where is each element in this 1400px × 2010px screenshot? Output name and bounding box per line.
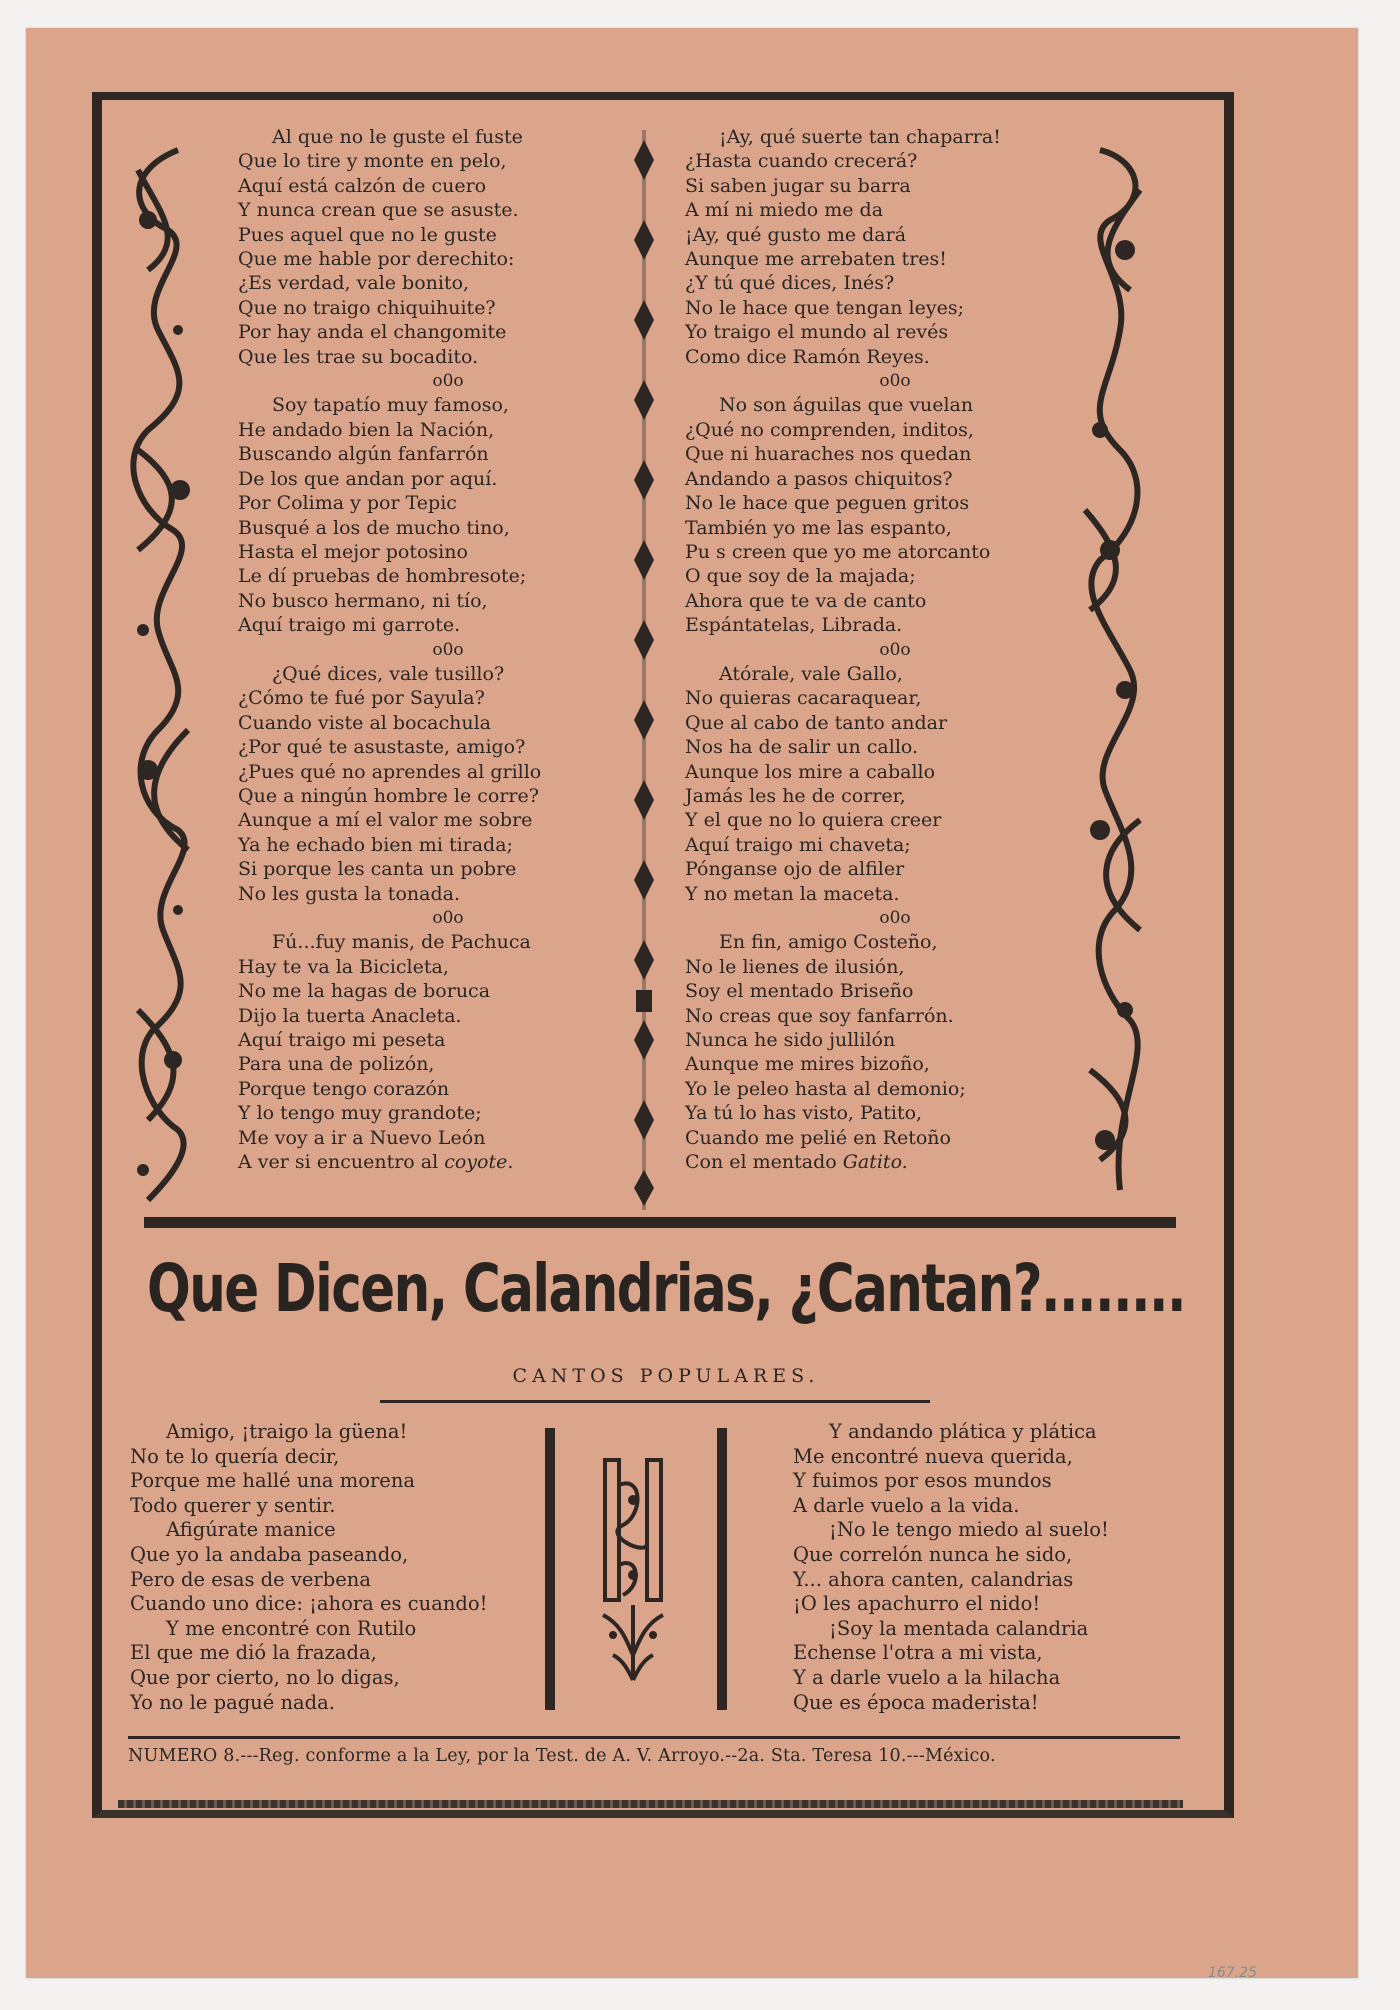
- verse-text: Aquí traigo mi chaveta;: [685, 833, 911, 856]
- verse-text: Y me encontré con Rutilo: [166, 1616, 417, 1640]
- verse-line: [793, 1641, 1213, 1666]
- subtitle-rule: [380, 1400, 930, 1403]
- verse-line: [685, 442, 1065, 466]
- verse-text: Hasta el mejor potosino: [238, 540, 468, 563]
- stanza-separator: o0o: [879, 371, 911, 392]
- verse-text: Para una de polizón,: [238, 1053, 435, 1076]
- verse-text: Que no traigo chiquihuite?: [238, 296, 496, 319]
- verse-line: [238, 760, 618, 784]
- verse-line: [238, 540, 618, 564]
- verse-line: [685, 589, 1065, 613]
- poem-column-right: [685, 125, 1065, 1174]
- verse-line: [793, 1469, 1213, 1494]
- verse-line: [685, 735, 1065, 759]
- verse-line: [685, 516, 1065, 540]
- stanza-separator: o0o: [432, 371, 464, 392]
- verse-text: No me la hagas de boruca: [238, 980, 491, 1003]
- verse-line: [685, 711, 1065, 735]
- verse-text: Atórale, vale Gallo,: [719, 662, 903, 685]
- verse-text: Y nunca crean que se asuste.: [238, 199, 519, 222]
- verse-text: Afigúrate manice: [166, 1518, 336, 1542]
- verse-text: ¡Ay, qué suerte tan chaparra!: [719, 126, 1001, 148]
- verse-line: [238, 882, 618, 906]
- verse-text: Si porque les canta un pobre: [238, 858, 517, 881]
- verse-line: [238, 247, 618, 271]
- verse-text: Busqué a los de mucho tino,: [238, 516, 510, 539]
- verse-text: El que me dió la frazada,: [130, 1641, 377, 1665]
- verse-text: Si saben jugar su barra: [685, 174, 911, 197]
- verse-text: O que soy de la majada;: [685, 565, 916, 588]
- verse-text: Todo querer y sentir.: [130, 1493, 336, 1517]
- verse-text: Echense l'otra a mi vista,: [793, 1641, 1043, 1665]
- verse-line: [238, 735, 618, 759]
- verse-line: [238, 491, 618, 515]
- verse-line: [238, 930, 618, 954]
- verse-text: Que es época maderista!: [793, 1690, 1039, 1714]
- verse-text: ¿Cómo te fué por Sayula?: [238, 687, 485, 710]
- verse-line: [238, 320, 618, 344]
- verse-line: [793, 1666, 1213, 1691]
- stanza-separator: o0o: [432, 639, 464, 660]
- verse-text: Cuando uno dice: ¡ahora es cuando!: [130, 1592, 488, 1616]
- verse-text: A ver si encuentro al: [238, 1151, 445, 1174]
- verse-line: [685, 418, 1065, 442]
- verse-line: [793, 1691, 1213, 1716]
- verse-line: [793, 1445, 1213, 1470]
- verse-line: [238, 467, 618, 491]
- verse-line: [685, 662, 1065, 686]
- verse-text: ¡O les apachurro el nido!: [793, 1592, 1041, 1616]
- verse-text: Fú...fuy manis, de Pachuca: [272, 931, 531, 954]
- verse-text: Y andando plática y plática: [829, 1420, 1097, 1443]
- verse-line: [238, 686, 618, 710]
- verse-line: [685, 467, 1065, 491]
- verse-line: [238, 198, 618, 222]
- verse-line: [130, 1592, 550, 1617]
- verse-line: [685, 1077, 1065, 1101]
- verse-text: Ya tú lo has visto, Patito,: [685, 1102, 923, 1125]
- verse-text: ¡Ay, qué gusto me dará: [685, 223, 907, 246]
- verse-text: Cuando viste al bocachula: [238, 711, 491, 734]
- verse-line: [238, 589, 618, 613]
- verse-line: [130, 1420, 550, 1445]
- verse-line: [685, 1126, 1065, 1150]
- verse-line: [685, 223, 1065, 247]
- verse-text: ¿Es verdad, vale bonito,: [238, 272, 470, 295]
- verse-line: [238, 711, 618, 735]
- section-divider: [144, 1217, 1176, 1228]
- verse-text: Que ni huaraches nos quedan: [685, 443, 972, 466]
- verse-line: [685, 1150, 1065, 1174]
- song-column-right: [793, 1420, 1213, 1715]
- verse-line: [685, 1101, 1065, 1125]
- verse-line: [130, 1691, 550, 1716]
- verse-line: [685, 271, 1065, 295]
- verse-line: [685, 760, 1065, 784]
- verse-text: No le hace que peguen gritos: [685, 492, 970, 515]
- stanza-separator: o0o: [879, 908, 911, 928]
- verse-line: [685, 857, 1065, 881]
- verse-text: Aunque me arrebaten tres!: [685, 248, 947, 271]
- verse-line: [238, 955, 618, 979]
- verse-line: [238, 808, 618, 832]
- verse-line: [685, 955, 1065, 979]
- verse-text: Buscando algún fanfarrón: [238, 443, 489, 466]
- verse-text: ¿Pues qué no aprendes al grillo: [238, 760, 542, 783]
- verse-line: [130, 1543, 550, 1568]
- footer-rule: [128, 1736, 1180, 1739]
- verse-text: Aunque me mires bizoño,: [685, 1053, 930, 1076]
- verse-line: [130, 1445, 550, 1470]
- verse-text: Nos ha de salir un callo.: [685, 736, 919, 759]
- verse-text: Dijo la tuerta Anacleta.: [238, 1004, 462, 1027]
- verse-text: Cuando me pelié en Retoño: [685, 1126, 951, 1149]
- verse-text: Jamás les he de correr,: [685, 784, 906, 807]
- verse-line: [238, 393, 618, 417]
- verse-line: [793, 1518, 1213, 1543]
- verse-text: Yo le peleo hasta al demonio;: [685, 1077, 966, 1100]
- verse-text: Yo traigo el mundo al revés: [685, 321, 949, 344]
- floral-border-right-icon: [1070, 130, 1158, 1210]
- verse-text: No quieras cacaraquear,: [685, 687, 922, 710]
- verse-text: A darle vuelo a la vida.: [793, 1493, 1020, 1517]
- verse-text: No te lo quería decir,: [130, 1444, 340, 1468]
- verse-text: No busco hermano, ni tío,: [238, 589, 488, 612]
- verse-text: Me voy a ir a Nuevo León: [238, 1126, 486, 1149]
- verse-text: Ahora que te va de canto: [685, 589, 927, 612]
- verse-line: [238, 442, 618, 466]
- verse-line: [685, 686, 1065, 710]
- verse-text: ¿Qué no comprenden, inditos,: [685, 418, 974, 441]
- verse-text: Aquí traigo mi garrote.: [238, 614, 461, 637]
- verse-line: [685, 784, 1065, 808]
- verse-text: Aunque a mí el valor me sobre: [238, 809, 533, 832]
- verse-line: [685, 1028, 1065, 1052]
- verse-text: Como dice Ramón Reyes.: [685, 345, 930, 368]
- stanza-separator: o0o: [432, 908, 464, 928]
- verse-text: Le dí pruebas de hombresote;: [238, 565, 527, 588]
- verse-text: Que lo tire y monte en pelo,: [238, 150, 507, 173]
- floral-vase-ornament-icon: [583, 1455, 683, 1685]
- verse-line: [130, 1666, 550, 1691]
- verse-text: He andado bien la Nación,: [238, 418, 495, 441]
- verse-text: Que les trae su bocadito.: [238, 345, 479, 368]
- verse-line: [685, 882, 1065, 906]
- verse-italic-word: coyote.: [444, 1151, 514, 1174]
- verse-text: No le hace que tengan leyes;: [685, 296, 964, 319]
- verse-line: [130, 1617, 550, 1642]
- verse-text: No les gusta la tonada.: [238, 882, 460, 905]
- verse-line: [238, 345, 618, 369]
- stanza-separator: o0o: [879, 639, 911, 660]
- verse-text: Y a darle vuelo a la hilacha: [793, 1665, 1061, 1689]
- verse-text: No le lienes de ilusión,: [685, 955, 905, 978]
- verse-text: Que al cabo de tanto andar: [685, 711, 948, 734]
- verse-text: Yo no le pagué nada.: [130, 1690, 335, 1714]
- verse-text: Ya he echado bien mi tirada;: [238, 833, 513, 856]
- verse-line: [238, 662, 618, 686]
- verse-line: [238, 1028, 618, 1052]
- verse-line: [685, 125, 1065, 149]
- verse-text: Que a ningún hombre le corre?: [238, 784, 539, 807]
- verse-line: [685, 1004, 1065, 1028]
- verse-line: [130, 1494, 550, 1519]
- verse-line: [793, 1420, 1213, 1445]
- verse-line: [685, 613, 1065, 637]
- verse-text: También yo me las espanto,: [685, 516, 952, 539]
- verse-text: Nunca he sido jullilón: [685, 1029, 896, 1052]
- verse-text: Por hay anda el changomite: [238, 321, 507, 344]
- verse-text: Y fuimos por esos mundos: [793, 1469, 1052, 1493]
- vine-divider-icon: [624, 130, 664, 1210]
- song-column-left: [130, 1420, 550, 1715]
- verse-text: Que me hable por derechito:: [238, 248, 515, 271]
- verse-line: [130, 1641, 550, 1666]
- verse-line: [685, 247, 1065, 271]
- verse-text: Y no metan la maceta.: [685, 882, 900, 905]
- verse-line: [238, 1004, 618, 1028]
- verse-text: Hay te va la Bicicleta,: [238, 955, 449, 978]
- subtitle: CANTOS POPULARES.: [512, 1365, 820, 1387]
- verse-text: Que yo la andaba paseando,: [130, 1542, 409, 1566]
- verse-text: Amigo, ¡traigo la güena!: [166, 1420, 408, 1443]
- verse-text: Y... ahora canten, calandrias: [793, 1567, 1074, 1591]
- verse-line: [238, 296, 618, 320]
- verse-text: ¿Hasta cuando crecerá?: [685, 150, 918, 173]
- verse-line: [238, 223, 618, 247]
- verse-line: [238, 1077, 618, 1101]
- verse-line: [685, 540, 1065, 564]
- verse-line: [130, 1469, 550, 1494]
- verse-line: [685, 930, 1065, 954]
- verse-text: Aunque los mire a caballo: [685, 760, 936, 783]
- verse-text: No son águilas que vuelan: [719, 394, 974, 417]
- column-bar-left: [545, 1428, 555, 1710]
- verse-line: [130, 1568, 550, 1593]
- column-bar-right: [717, 1428, 727, 1710]
- verse-line: [238, 418, 618, 442]
- verse-line: [238, 271, 618, 295]
- verse-text: ¿Qué dices, vale tusillo?: [272, 662, 505, 685]
- verse-line: [238, 516, 618, 540]
- verse-line: [793, 1543, 1213, 1568]
- verse-line: [238, 174, 618, 198]
- verse-text: Con el mentado: [685, 1151, 843, 1174]
- verse-text: Aquí está calzón de cuero: [238, 174, 487, 197]
- verse-text: Andando a pasos chiquitos?: [685, 467, 953, 490]
- verse-text: A mí ni miedo me da: [685, 199, 884, 222]
- verse-line: [685, 345, 1065, 369]
- floral-border-left-icon: [118, 130, 206, 1210]
- verse-text: ¿Y tú qué dices, Inés?: [685, 272, 895, 295]
- verse-text: ¡Soy la mentada calandria: [829, 1616, 1089, 1640]
- verse-text: Que correlón nunca he sido,: [793, 1542, 1073, 1566]
- verse-line: [793, 1617, 1213, 1642]
- verse-text: Aquí traigo mi peseta: [238, 1029, 446, 1052]
- verse-line: [238, 125, 618, 149]
- verse-text: Soy tapatío muy famoso,: [272, 394, 509, 417]
- verse-line: [685, 808, 1065, 832]
- verse-line: [685, 1052, 1065, 1076]
- verse-text: Que por cierto, no lo digas,: [130, 1665, 400, 1689]
- verse-text: Porque tengo corazón: [238, 1077, 450, 1100]
- verse-line: [685, 564, 1065, 588]
- handwritten-catalog-mark: 167.25: [1208, 1965, 1257, 1981]
- verse-line: [685, 174, 1065, 198]
- verse-line: [238, 979, 618, 1003]
- verse-text: Por Colima y por Tepic: [238, 492, 457, 515]
- verse-text: ¡No le tengo miedo al suelo!: [829, 1518, 1109, 1542]
- verse-line: [685, 149, 1065, 173]
- verse-text: Y el que no lo quiera creer: [685, 809, 942, 832]
- verse-line: [685, 979, 1065, 1003]
- verse-line: [238, 613, 618, 637]
- verse-line: [793, 1592, 1213, 1617]
- verse-text: Y lo tengo muy grandote;: [238, 1102, 482, 1125]
- verse-text: Pu s creen que yo me atorcanto: [685, 540, 991, 563]
- verse-text: Me encontré nueva querida,: [793, 1444, 1073, 1468]
- verse-line: [685, 393, 1065, 417]
- verse-line: [793, 1494, 1213, 1519]
- verse-text: No creas que soy fanfarrón.: [685, 1004, 954, 1027]
- verse-line: [685, 296, 1065, 320]
- verse-line: [238, 857, 618, 881]
- verse-line: [130, 1518, 550, 1543]
- verse-text: De los que andan por aquí.: [238, 467, 498, 490]
- verse-line: [685, 833, 1065, 857]
- verse-line: [238, 1150, 618, 1174]
- verse-text: ¿Por qué te asustaste, amigo?: [238, 736, 526, 759]
- verse-text: Pónganse ojo de alfiler: [685, 858, 905, 881]
- verse-line: [238, 784, 618, 808]
- verse-line: [238, 1126, 618, 1150]
- page-title: Que Dicen, Calandrias, ¿Cantan?........: [146, 1250, 1185, 1327]
- verse-line: [685, 198, 1065, 222]
- verse-text: Pero de esas de verbena: [130, 1567, 371, 1591]
- bottom-ornament-border: [118, 1800, 1183, 1808]
- poem-column-left: [238, 125, 618, 1174]
- verse-line: [238, 1101, 618, 1125]
- verse-line: [793, 1568, 1213, 1593]
- verse-text: Pues aquel que no le guste: [238, 223, 497, 246]
- imprint-footer: NUMERO 8.---Reg. conforme a la Ley, por la Test. de A. V. Arroyo.--2a. Sta. Teresa 10.---México.: [128, 1746, 996, 1766]
- verse-line: [238, 1052, 618, 1076]
- verse-text: Porque me hallé una morena: [130, 1469, 416, 1493]
- verse-text: Al que no le guste el fuste: [272, 126, 523, 148]
- verse-line: [685, 320, 1065, 344]
- verse-line: [238, 149, 618, 173]
- verse-italic-word: Gatito.: [842, 1151, 908, 1174]
- verse-text: Soy el mentado Briseño: [685, 980, 914, 1003]
- verse-line: [685, 491, 1065, 515]
- verse-text: En fin, amigo Costeño,: [719, 931, 938, 954]
- verse-line: [238, 833, 618, 857]
- verse-line: [238, 564, 618, 588]
- verse-text: Espántatelas, Librada.: [685, 614, 903, 637]
